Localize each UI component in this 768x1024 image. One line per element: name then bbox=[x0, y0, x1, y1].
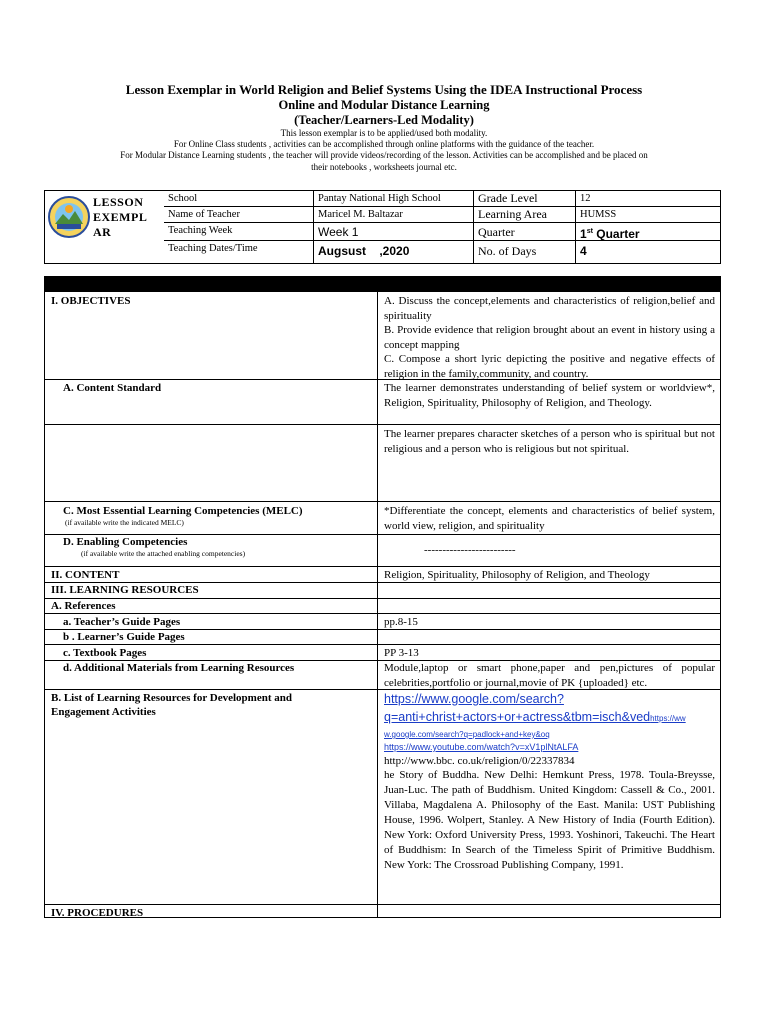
page-subtitle: Online and Modular Distance Learning bbox=[278, 98, 490, 112]
resource-list bbox=[384, 690, 715, 873]
content-standard-label: A. Content Standard bbox=[63, 382, 162, 394]
learners-guide-label: b . Learner’s Guide Pages bbox=[63, 631, 185, 643]
info-value-quarter: 1st Quarter bbox=[576, 223, 720, 241]
enabling-competencies-label: D. Enabling Competencies bbox=[63, 536, 188, 548]
row-divider bbox=[45, 501, 720, 502]
info-key-quarter: Quarter bbox=[474, 223, 576, 241]
note-line: their notebooks , worksheets journal etc. bbox=[311, 162, 457, 172]
melc-note: (if available write the indicated MELC) bbox=[65, 518, 184, 527]
info-value-week: Week 1 bbox=[314, 223, 474, 241]
teachers-guide-pages: pp.8-15 bbox=[384, 616, 418, 628]
info-key-dates: Teaching Dates/Time bbox=[164, 241, 314, 263]
deped-seal-logo bbox=[48, 196, 90, 238]
content-standard-text: The learner demonstrates understanding of belief system or worldview*, Religion, Spirituality, Philosophy of Religion, and Theology. bbox=[384, 382, 715, 409]
info-key-teacher: Name of Teacher bbox=[164, 207, 314, 223]
enabling-note: (if available write the attached enabling competencies) bbox=[81, 549, 246, 558]
link-google-search-antichrist[interactable]: https://www.google.com/search? q=anti+christ+actors+or+actress&tbm=isch&vedhttps://ww bbox=[384, 692, 686, 724]
page-title: Lesson Exemplar in World Religion and Belief Systems Using the IDEA Instructional Process bbox=[125, 82, 643, 97]
info-value-dates: Augsust ,2020 bbox=[314, 241, 474, 263]
row-divider bbox=[45, 644, 720, 645]
objectives-text: A. Discuss the concept,elements and characteristics of religion,belief and spirituality B. Provide evidence that religion brought about an event in history using a concept mapping C. Compose a short lyric depicting the positive and negative effects of religion in the family,community, and country. bbox=[384, 295, 715, 380]
row-divider bbox=[45, 424, 720, 425]
note-line: This lesson exemplar is to be applied/used both modality. bbox=[280, 128, 488, 138]
textbook-label: c. Textbook Pages bbox=[63, 647, 147, 659]
info-key-school: School bbox=[164, 191, 314, 207]
content-text: Religion, Spirituality, Philosophy of Religion, and Theology bbox=[384, 569, 650, 581]
info-value-learning-area: HUMSS bbox=[576, 207, 720, 223]
info-key-days: No. of Days bbox=[474, 241, 576, 263]
info-key-grade-level: Grade Level bbox=[474, 191, 576, 207]
lesson-info-table bbox=[44, 190, 721, 264]
bbc-url-text: http://www.bbc. co.uk/religion/0/22337834 bbox=[384, 755, 575, 767]
textbook-pages: PP 3-13 bbox=[384, 647, 419, 659]
info-value-grade-level: 12 bbox=[576, 191, 720, 207]
info-key-learning-area: Learning Area bbox=[474, 207, 576, 223]
row-divider bbox=[45, 613, 720, 614]
info-value-teacher: Maricel M. Baltazar bbox=[314, 207, 474, 223]
learning-resources-label: III. LEARNING RESOURCES bbox=[51, 584, 199, 596]
note-line: For Online Class students , activities can be accomplished through online platforms with the guidance of the teacher. bbox=[173, 139, 595, 149]
link-google-search-padlock[interactable]: w.google.com/search?q=padlock+and+key&oq bbox=[384, 730, 550, 739]
note-line: For Modular Distance Learning students , the teacher will provide videos/recording of the lesson. Activities can be accomplished and be placed on bbox=[120, 150, 648, 160]
melc-text: *Differentiate the concept, elements and characteristics of belief system, world view, religion, and spirituality bbox=[384, 505, 715, 532]
lesson-plan-table bbox=[44, 276, 721, 918]
info-value-school: Pantay National High School bbox=[314, 191, 474, 207]
objectives-label: I. OBJECTIVES bbox=[51, 295, 131, 307]
references-text: he Story of Buddha. New Delhi: Hemkunt Press, 1978. Toula-Breysse, Juan-Luc. The path of Buddhism. United Kingdom: Cassell & Co., 2001. Villaba, Magdalena A. Philosophy of the East. Manila: UST Publishing House, 1996. Wolpert, Stanley. A New History of India (Fourth Edition). New York: Oxford University Press, 1993. Yoshinori, Takeuchi. The Heart of Buddhism: In Search of the Timeless Spirit of Primitive Buddhism. New York: The Crossroad Publishing Company, 1991. bbox=[384, 769, 715, 871]
modality: (Teacher/Learners-Led Modality) bbox=[294, 113, 474, 127]
info-key-week: Teaching Week bbox=[164, 223, 314, 241]
info-value-days: 4 bbox=[580, 244, 587, 258]
resource-list-label: B. List of Learning Resources for Development and Engagement Activities bbox=[51, 692, 292, 718]
additional-materials-text: Module,laptop or smart phone,paper and pen,pictures of popular celebrities,portfolio or journal,movie of PK {uploaded} etc. bbox=[384, 662, 715, 689]
procedures-label: IV. PROCEDURES bbox=[51, 907, 144, 919]
enabling-competencies-text: ------------------------- bbox=[424, 544, 516, 556]
link-youtube-video[interactable]: https://www.youtube.com/watch?v=xV1plNtALFA bbox=[384, 742, 579, 752]
row-divider bbox=[45, 566, 720, 567]
references-label: A. References bbox=[51, 600, 116, 612]
melc-label: C. Most Essential Learning Competencies (MELC) bbox=[63, 505, 303, 517]
lesson-exemplar-label: LESSON EXEMPL AR bbox=[93, 195, 148, 239]
table-header-bar bbox=[45, 277, 720, 292]
teachers-guide-label: a. Teacher’s Guide Pages bbox=[63, 616, 181, 628]
performance-standard-text: The learner prepares character sketches of a person who is spiritual but not religious and a person who is religious but not spiritual. bbox=[384, 428, 715, 455]
content-label: II. CONTENT bbox=[51, 569, 120, 581]
row-divider bbox=[45, 904, 720, 905]
additional-materials-label: d. Additional Materials from Learning Resources bbox=[63, 662, 295, 674]
